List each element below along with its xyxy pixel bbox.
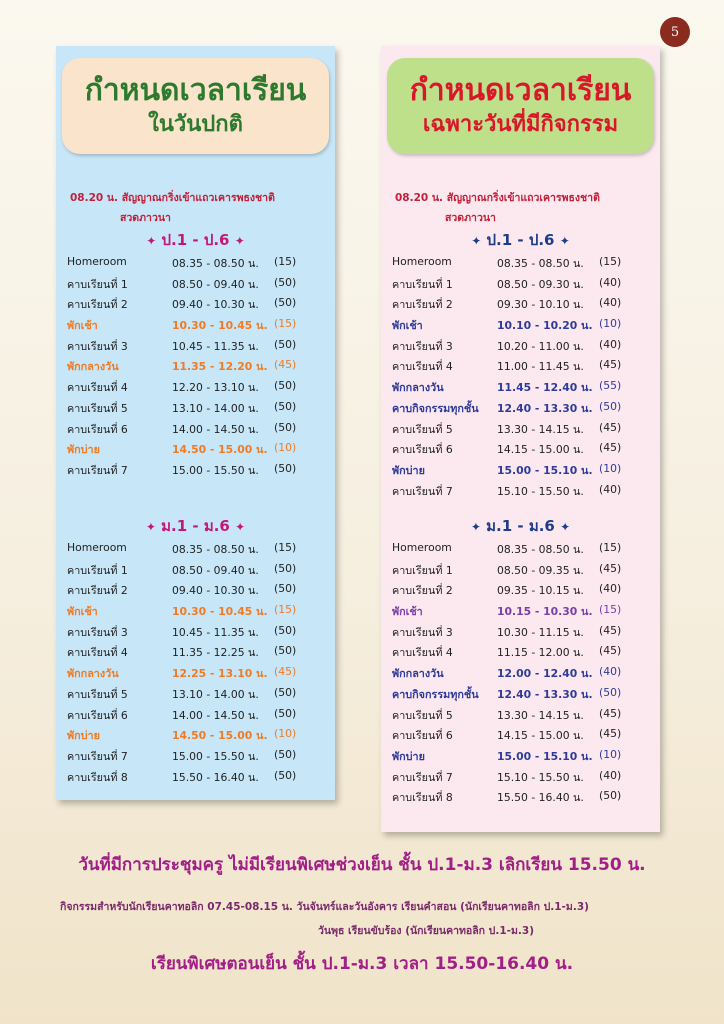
secondary-section <box>381 516 660 807</box>
duration-minutes: (50) <box>274 275 297 289</box>
duration-minutes: (50) <box>274 768 297 782</box>
period-label: คาบเรียนที่ 4 <box>392 360 453 374</box>
page-number: 5 <box>660 17 690 47</box>
schedule-row <box>381 662 660 683</box>
schedule-row <box>381 559 660 580</box>
schedule-rows <box>381 538 660 807</box>
star-icon: ✦ <box>234 234 245 248</box>
time-range: 08.35 - 08.50 น. <box>497 257 584 270</box>
schedule-row <box>381 641 660 662</box>
duration-minutes: (45) <box>274 665 297 679</box>
star-icon: ✦ <box>470 520 481 534</box>
schedule-row <box>381 418 660 439</box>
period-label: พักบ่าย <box>392 749 425 763</box>
time-range: 10.30 - 11.15 น. <box>497 625 584 639</box>
time-range: 15.00 - 15.50 น. <box>172 749 259 763</box>
period-label: คาบเรียนที่ 2 <box>392 298 453 312</box>
duration-minutes: (15) <box>599 255 622 268</box>
time-range: 08.50 - 09.40 น. <box>172 563 259 577</box>
period-label: คาบเรียนที่ 2 <box>392 584 453 598</box>
period-label: คาบเรียนที่ 6 <box>67 708 128 722</box>
star-icon: ✦ <box>146 234 157 248</box>
period-label: คาบเรียนที่ 1 <box>67 277 128 291</box>
duration-minutes: (15) <box>274 603 297 617</box>
time-range: 12.25 - 13.10 น. <box>172 667 268 681</box>
schedule-row <box>381 766 660 787</box>
duration-minutes: (15) <box>274 541 297 554</box>
star-icon: ✦ <box>560 520 571 534</box>
section-heading <box>381 516 660 536</box>
schedule-row <box>381 252 660 273</box>
time-range: 12.40 - 13.30 น. <box>497 687 593 701</box>
period-label: พักเช้า <box>392 605 423 619</box>
period-label: พักกลางวัน <box>67 360 119 374</box>
period-label: คาบเรียนที่ 2 <box>67 584 128 598</box>
time-range: 15.10 - 15.50 น. <box>497 484 584 498</box>
schedule-row <box>56 397 335 418</box>
schedule-row <box>56 621 335 642</box>
time-range: 13.30 - 14.15 น. <box>497 708 584 722</box>
time-range: 12.00 - 12.40 น. <box>497 667 593 681</box>
period-label: คาบเรียนที่ 7 <box>392 770 453 784</box>
period-label: คาบเรียนที่ 1 <box>392 563 453 577</box>
period-label: คาบเรียนที่ 8 <box>67 770 128 784</box>
schedule-row <box>381 273 660 294</box>
schedule-row <box>56 418 335 439</box>
duration-minutes: (50) <box>274 420 297 434</box>
duration-minutes: (45) <box>274 358 297 372</box>
period-label: Homeroom <box>67 541 127 554</box>
star-icon: ✦ <box>559 234 570 248</box>
duration-minutes: (50) <box>274 561 297 575</box>
period-label: คาบเรียนที่ 7 <box>67 749 128 763</box>
schedule-row <box>381 704 660 725</box>
activity-schedule-panel <box>381 46 660 832</box>
duration-minutes: (10) <box>274 727 297 741</box>
section-heading-label: ม.1 - ม.6 <box>486 517 555 535</box>
time-range: 08.50 - 09.40 น. <box>172 277 259 291</box>
time-range: 08.35 - 08.50 น. <box>172 257 259 270</box>
duration-minutes: (10) <box>274 441 297 455</box>
catholic-activity-note: กิจกรรมสำหรับนักเรียนคาทอลิก 07.45-08.15 น. วันจันทร์และวันอังคาร เรียนคำสอน (นักเรียนคาทอลิก ป.1-ม.3) <box>60 901 589 913</box>
period-label: คาบเรียนที่ 7 <box>392 484 453 498</box>
schedule-row <box>381 459 660 480</box>
time-range: 14.50 - 15.00 น. <box>172 729 268 743</box>
duration-minutes: (45) <box>599 644 622 658</box>
section-heading <box>56 230 335 250</box>
evening-class-note: เรียนพิเศษตอนเย็น ชั้น ป.1-ม.3 เวลา 15.50-16.40 น. <box>150 954 574 974</box>
normal-schedule-subtitle: ในวันปกติ <box>148 112 243 137</box>
period-label: พักเช้า <box>67 319 98 333</box>
duration-minutes: (40) <box>599 768 622 782</box>
period-label: คาบเรียนที่ 4 <box>67 381 128 395</box>
period-label: คาบเรียนที่ 7 <box>67 463 128 477</box>
time-range: 15.50 - 16.40 น. <box>497 791 584 805</box>
time-range: 15.00 - 15.10 น. <box>497 463 593 477</box>
schedule-row <box>56 724 335 745</box>
schedule-row <box>381 314 660 335</box>
duration-minutes: (40) <box>599 582 622 596</box>
time-range: 11.45 - 12.40 น. <box>497 381 593 395</box>
activity-schedule-title-box <box>387 58 654 154</box>
period-label: คาบกิจกรรมทุกชั้น <box>392 401 479 415</box>
duration-minutes: (45) <box>599 441 622 455</box>
time-range: 08.35 - 08.50 น. <box>497 543 584 556</box>
time-range: 15.00 - 15.10 น. <box>497 749 593 763</box>
period-label: คาบเรียนที่ 3 <box>67 625 128 639</box>
duration-minutes: (50) <box>274 461 297 475</box>
section-heading <box>381 230 660 250</box>
schedule-row <box>56 600 335 621</box>
schedule-row <box>381 621 660 642</box>
pledge-line-2: สวดภาวนา <box>120 212 171 224</box>
duration-minutes: (50) <box>274 747 297 761</box>
period-label: Homeroom <box>392 255 452 268</box>
schedule-row <box>381 376 660 397</box>
period-label: คาบเรียนที่ 1 <box>67 563 128 577</box>
time-range: 12.40 - 13.30 น. <box>497 401 593 415</box>
duration-minutes: (50) <box>599 789 622 803</box>
duration-minutes: (10) <box>599 747 622 761</box>
schedule-row <box>381 538 660 559</box>
secondary-section <box>56 516 335 786</box>
schedule-row <box>381 397 660 418</box>
duration-minutes: (15) <box>274 255 297 268</box>
schedule-row <box>56 745 335 766</box>
time-range: 10.30 - 10.45 น. <box>172 319 268 333</box>
period-label: คาบเรียนที่ 3 <box>392 625 453 639</box>
schedule-row <box>56 683 335 704</box>
time-range: 09.40 - 10.30 น. <box>172 298 259 312</box>
period-label: คาบเรียนที่ 6 <box>392 443 453 457</box>
time-range: 14.00 - 14.50 น. <box>172 422 259 436</box>
period-label: คาบเรียนที่ 5 <box>67 401 128 415</box>
time-range: 10.10 - 10.20 น. <box>497 319 593 333</box>
time-range: 15.50 - 16.40 น. <box>172 770 259 784</box>
time-range: 15.10 - 15.50 น. <box>497 770 584 784</box>
schedule-row <box>381 480 660 501</box>
period-label: พักบ่าย <box>67 729 100 743</box>
time-range: 08.50 - 09.35 น. <box>497 563 584 577</box>
duration-minutes: (40) <box>599 296 622 310</box>
time-range: 15.00 - 15.50 น. <box>172 463 259 477</box>
time-range: 14.15 - 15.00 น. <box>497 729 584 743</box>
duration-minutes: (50) <box>274 685 297 699</box>
duration-minutes: (45) <box>599 706 622 720</box>
period-label: พักกลางวัน <box>67 667 119 681</box>
duration-minutes: (45) <box>599 358 622 372</box>
schedule-row <box>56 376 335 397</box>
duration-minutes: (45) <box>599 561 622 575</box>
period-label: คาบเรียนที่ 4 <box>392 646 453 660</box>
duration-minutes: (10) <box>599 317 622 331</box>
section-heading <box>56 516 335 536</box>
period-label: คาบเรียนที่ 3 <box>392 339 453 353</box>
normal-schedule-title-box <box>62 58 329 154</box>
pledge-line-1: 08.20 น. สัญญาณกริ่งเข้าแถวเคารพธงชาติ <box>395 192 600 204</box>
time-range: 09.30 - 10.10 น. <box>497 298 584 312</box>
time-range: 11.35 - 12.25 น. <box>172 646 259 660</box>
period-label: คาบเรียนที่ 1 <box>392 277 453 291</box>
normal-schedule-title: กำหนดเวลาเรียน <box>84 73 307 108</box>
period-label: คาบเรียนที่ 6 <box>392 729 453 743</box>
time-range: 10.30 - 10.45 น. <box>172 605 268 619</box>
schedule-row <box>56 293 335 314</box>
duration-minutes: (40) <box>599 665 622 679</box>
period-label: พักกลางวัน <box>392 381 444 395</box>
period-label: Homeroom <box>392 541 452 554</box>
schedule-row <box>56 459 335 480</box>
pledge-note <box>395 188 600 228</box>
duration-minutes: (15) <box>599 603 622 617</box>
duration-minutes: (40) <box>599 275 622 289</box>
schedule-row <box>56 355 335 376</box>
time-range: 10.15 - 10.30 น. <box>497 605 593 619</box>
period-label: พักเช้า <box>67 605 98 619</box>
schedule-row <box>56 314 335 335</box>
duration-minutes: (50) <box>599 685 622 699</box>
period-label: คาบเรียนที่ 5 <box>67 687 128 701</box>
time-range: 14.50 - 15.00 น. <box>172 443 268 457</box>
teacher-meeting-note: วันที่มีการประชุมครู ไม่มีเรียนพิเศษช่วงเย็น ชั้น ป.1-ม.3 เลิกเรียน 15.50 น. <box>78 855 646 875</box>
period-label: คาบเรียนที่ 5 <box>392 708 453 722</box>
period-label: พักกลางวัน <box>392 667 444 681</box>
time-range: 09.35 - 10.15 น. <box>497 584 584 598</box>
schedule-row <box>381 745 660 766</box>
time-range: 14.00 - 14.50 น. <box>172 708 259 722</box>
schedule-row <box>56 766 335 787</box>
duration-minutes: (50) <box>274 379 297 393</box>
primary-section <box>381 230 660 500</box>
period-label: พักบ่าย <box>392 463 425 477</box>
schedule-rows <box>56 252 335 480</box>
schedule-row <box>56 252 335 273</box>
section-heading-label: ป.1 - ป.6 <box>486 231 555 249</box>
period-label: Homeroom <box>67 255 127 268</box>
period-label: คาบกิจกรรมทุกชั้น <box>392 687 479 701</box>
duration-minutes: (45) <box>599 727 622 741</box>
schedule-row <box>56 662 335 683</box>
period-label: คาบเรียนที่ 5 <box>392 422 453 436</box>
star-icon: ✦ <box>471 234 482 248</box>
duration-minutes: (45) <box>599 623 622 637</box>
schedule-row <box>381 786 660 807</box>
pledge-line-2: สวดภาวนา <box>445 212 496 224</box>
section-heading-label: ป.1 - ป.6 <box>161 231 230 249</box>
period-label: พักเช้า <box>392 319 423 333</box>
duration-minutes: (40) <box>599 482 622 496</box>
schedule-row <box>381 579 660 600</box>
schedule-rows <box>56 538 335 786</box>
pledge-note <box>70 188 275 228</box>
duration-minutes: (50) <box>274 644 297 658</box>
primary-section <box>56 230 335 480</box>
duration-minutes: (40) <box>599 337 622 351</box>
time-range: 11.00 - 11.45 น. <box>497 360 584 374</box>
duration-minutes: (50) <box>599 399 622 413</box>
duration-minutes: (10) <box>599 461 622 475</box>
time-range: 10.45 - 11.35 น. <box>172 625 259 639</box>
time-range: 08.35 - 08.50 น. <box>172 543 259 556</box>
schedule-rows <box>381 252 660 500</box>
time-range: 13.10 - 14.00 น. <box>172 687 259 701</box>
schedule-row <box>56 335 335 356</box>
schedule-row <box>56 273 335 294</box>
duration-minutes: (15) <box>599 541 622 554</box>
duration-minutes: (50) <box>274 399 297 413</box>
period-label: คาบเรียนที่ 4 <box>67 646 128 660</box>
section-heading-label: ม.1 - ม.6 <box>161 517 230 535</box>
schedule-row <box>56 579 335 600</box>
schedule-row <box>381 724 660 745</box>
schedule-row <box>56 641 335 662</box>
time-range: 11.35 - 12.20 น. <box>172 360 268 374</box>
duration-minutes: (15) <box>274 317 297 331</box>
period-label: พักบ่าย <box>67 443 100 457</box>
period-label: คาบเรียนที่ 6 <box>67 422 128 436</box>
time-range: 10.45 - 11.35 น. <box>172 339 259 353</box>
time-range: 10.20 - 11.00 น. <box>497 339 584 353</box>
time-range: 12.20 - 13.10 น. <box>172 381 259 395</box>
time-range: 11.15 - 12.00 น. <box>497 646 584 660</box>
schedule-row <box>381 683 660 704</box>
period-label: คาบเรียนที่ 2 <box>67 298 128 312</box>
schedule-row <box>56 704 335 725</box>
time-range: 08.50 - 09.30 น. <box>497 277 584 291</box>
schedule-row <box>381 355 660 376</box>
duration-minutes: (55) <box>599 379 622 393</box>
star-icon: ✦ <box>235 520 246 534</box>
duration-minutes: (50) <box>274 582 297 596</box>
wednesday-note: วันพุธ เรียนขับร้อง (นักเรียนคาทอลิก ป.1-ม.3) <box>318 925 535 937</box>
time-range: 13.30 - 14.15 น. <box>497 422 584 436</box>
activity-schedule-title: กำหนดเวลาเรียน <box>409 73 632 108</box>
period-label: คาบเรียนที่ 8 <box>392 791 453 805</box>
period-label: คาบเรียนที่ 3 <box>67 339 128 353</box>
duration-minutes: (45) <box>599 420 622 434</box>
schedule-row <box>56 438 335 459</box>
duration-minutes: (50) <box>274 623 297 637</box>
normal-schedule-panel <box>56 46 335 800</box>
schedule-row <box>56 559 335 580</box>
star-icon: ✦ <box>145 520 156 534</box>
time-range: 13.10 - 14.00 น. <box>172 401 259 415</box>
schedule-row <box>381 293 660 314</box>
duration-minutes: (50) <box>274 337 297 351</box>
time-range: 14.15 - 15.00 น. <box>497 443 584 457</box>
pledge-line-1: 08.20 น. สัญญาณกริ่งเข้าแถวเคารพธงชาติ <box>70 192 275 204</box>
schedule-row <box>56 538 335 559</box>
schedule-row <box>381 438 660 459</box>
activity-schedule-subtitle: เฉพาะวันที่มีกิจกรรม <box>422 112 619 137</box>
time-range: 09.40 - 10.30 น. <box>172 584 259 598</box>
schedule-row <box>381 335 660 356</box>
duration-minutes: (50) <box>274 706 297 720</box>
duration-minutes: (50) <box>274 296 297 310</box>
schedule-row <box>381 600 660 621</box>
